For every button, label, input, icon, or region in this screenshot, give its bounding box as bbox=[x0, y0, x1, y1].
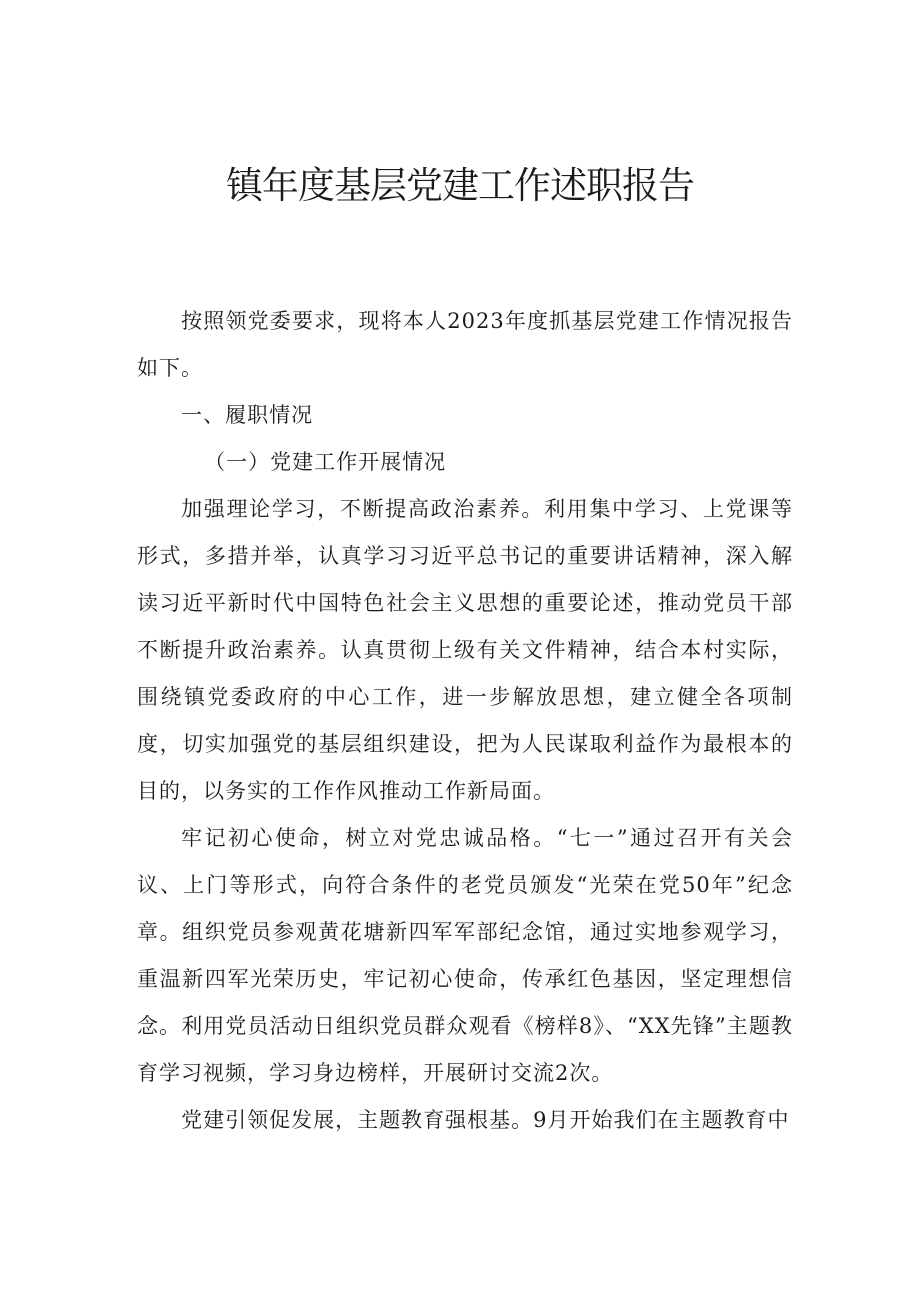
document-title: 镇年度基层党建工作述职报告 bbox=[226, 164, 694, 207]
body-paragraph: 加强理论学习，不断提高政治素养。利用集中学习、上党课等形式，多措并举，认真学习习近平总书记的重要讲话精神，深入解读习近平新时代中国特色社会主义思想的重要论述，推动党员干部不断提升政治素养。认真贯彻上级有关文件精神，结合本村实际，围绕镇党委政府的中心工作，进一步解放思想，建立健全各项制度，切实加强党的基层组织建设，把为人民谋取利益作为最根本的目的，以务实的工作作风推动工作新局面。 bbox=[137, 497, 793, 803]
body-paragraph: 牢记初心使命，树立对党忠诚品格。“七一”通过召开有关会议、上门等形式，向符合条件的老党员颁发“光荣在党50年”纪念章。组织党员参观黄花塘新四军军部纪念馆，通过实地参观学习，重温新四军光荣历史，牢记初心使命，传承红色基因，坚定理想信念。利用党员活动日组织党员群众观看《榜样8》、“XX先锋”主题教育学习视频，学习身边榜样，开展研讨交流2次。 bbox=[137, 826, 793, 1085]
section-heading: 一、履职情况 bbox=[181, 403, 314, 427]
document-body bbox=[137, 298, 793, 1144]
intro-paragraph: 按照领党委要求，现将本人2023年度抓基层党建工作情况报告如下。 bbox=[137, 309, 793, 380]
body-paragraph: 党建引领促发展，主题教育强根基。9月开始我们在主题教育中 bbox=[181, 1108, 790, 1132]
subsection-heading: （一）党建工作开展情况 bbox=[204, 450, 447, 474]
